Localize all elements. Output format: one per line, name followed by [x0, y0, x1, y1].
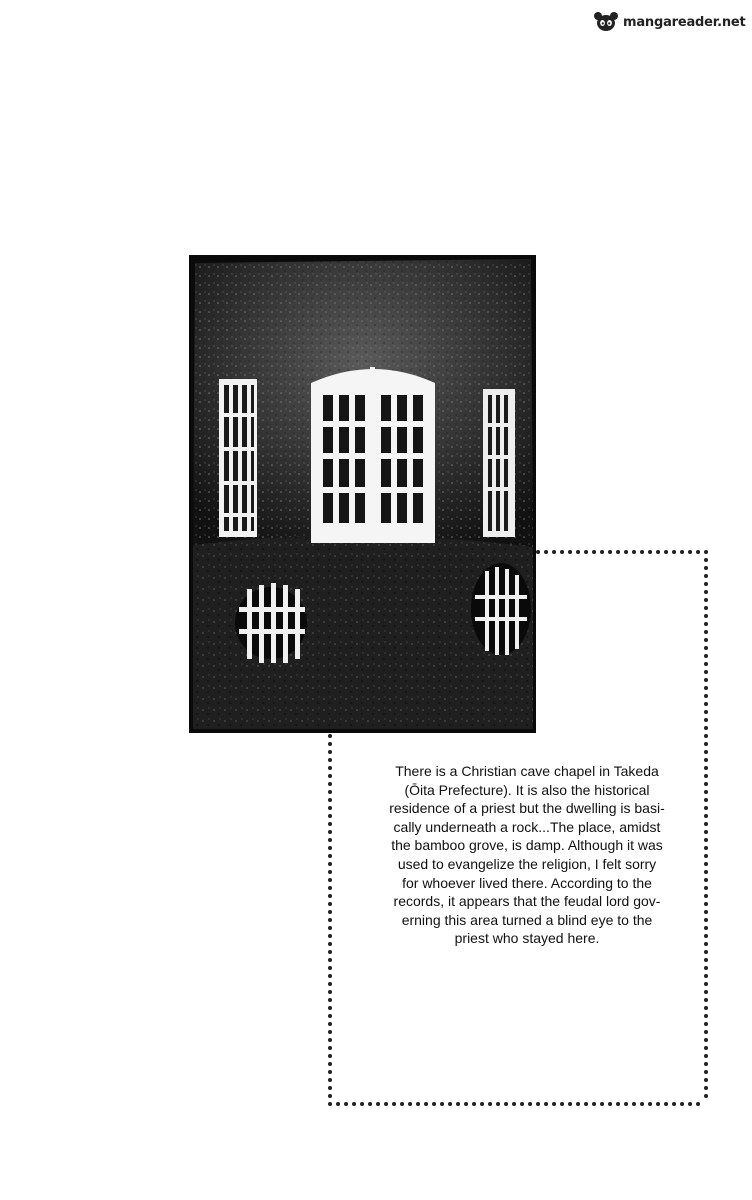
- watermark-text: mangareader.net: [623, 14, 746, 30]
- caption-line: the bamboo grove, is damp. Although it was: [391, 837, 663, 854]
- caption-line: There is a Christian cave chapel in Takeda: [395, 763, 659, 779]
- caption-line: priest who stayed here.: [454, 930, 600, 947]
- caption-line: erning this area turned a blind eye to the: [401, 911, 653, 928]
- panda-logo-icon: [592, 11, 620, 33]
- caption-line: residence of a priest but the dwelling is basi-: [389, 800, 665, 817]
- caption-line: cally underneath a rock...The place, amidst: [393, 818, 661, 835]
- watermark: [592, 8, 748, 36]
- caption-text: [335, 762, 719, 948]
- caption-line: (Ōita Prefecture). It is also the historical: [404, 781, 650, 798]
- caption-line: records, it appears that the feudal lord gov-: [393, 893, 661, 910]
- caption-line: for whoever lived there. According to the: [402, 874, 652, 891]
- caption-line: used to evangelize the religion, I felt sorry: [397, 855, 657, 872]
